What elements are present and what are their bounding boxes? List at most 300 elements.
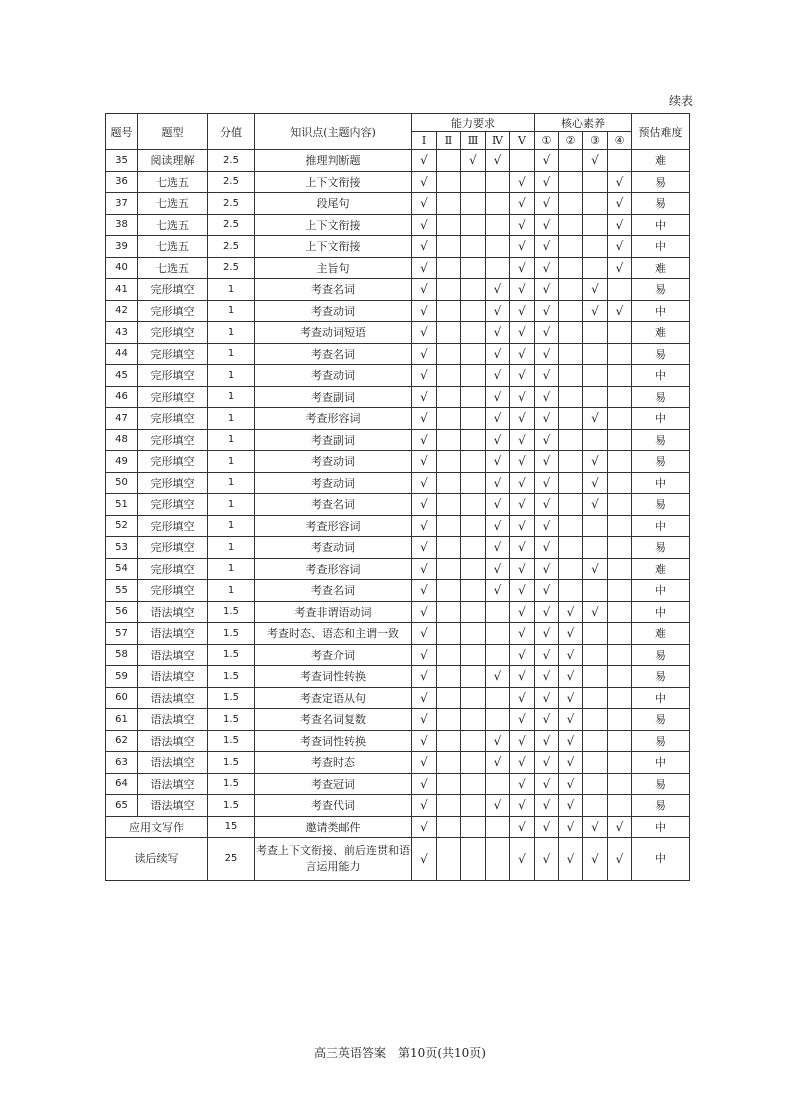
ability-check-cell bbox=[510, 150, 535, 172]
table-row bbox=[106, 558, 690, 580]
ability-check-cell: √ bbox=[510, 709, 535, 731]
literacy-check-cell bbox=[559, 472, 583, 494]
score-cell: 1 bbox=[208, 365, 255, 387]
difficulty-cell: 中 bbox=[632, 236, 690, 258]
ability-check-cell: √ bbox=[412, 257, 437, 279]
question-number-cell: 63 bbox=[106, 752, 138, 774]
question-number-cell: 60 bbox=[106, 687, 138, 709]
ability-check-cell bbox=[486, 709, 510, 731]
literacy-check-cell bbox=[608, 580, 632, 602]
table-header bbox=[106, 114, 690, 150]
ability-check-cell bbox=[461, 408, 486, 430]
score-cell: 1 bbox=[208, 343, 255, 365]
question-number-cell: 54 bbox=[106, 558, 138, 580]
ability-check-cell: √ bbox=[486, 322, 510, 344]
ability-check-cell: √ bbox=[461, 150, 486, 172]
score-cell: 1 bbox=[208, 386, 255, 408]
knowledge-point-cell: 上下文衔接 bbox=[255, 236, 412, 258]
literacy-check-cell bbox=[608, 601, 632, 623]
table-row bbox=[106, 150, 690, 172]
literacy-check-cell bbox=[608, 279, 632, 301]
question-number-cell: 36 bbox=[106, 171, 138, 193]
score-cell: 1 bbox=[208, 537, 255, 559]
difficulty-cell: 中 bbox=[632, 300, 690, 322]
ability-check-cell bbox=[437, 408, 461, 430]
score-cell: 1.5 bbox=[208, 795, 255, 817]
knowledge-point-cell: 考查动词短语 bbox=[255, 322, 412, 344]
header-core-literacy: 核心素养 bbox=[535, 114, 632, 132]
literacy-check-cell: √ bbox=[608, 300, 632, 322]
literacy-check-cell bbox=[608, 343, 632, 365]
question-type-cell: 七选五 bbox=[138, 193, 208, 215]
ability-check-cell: √ bbox=[412, 386, 437, 408]
ability-check-cell bbox=[437, 537, 461, 559]
literacy-check-cell bbox=[608, 472, 632, 494]
ability-check-cell bbox=[461, 580, 486, 602]
question-number-cell: 44 bbox=[106, 343, 138, 365]
ability-check-cell: √ bbox=[486, 429, 510, 451]
knowledge-point-cell: 考查动词 bbox=[255, 365, 412, 387]
literacy-check-cell bbox=[559, 150, 583, 172]
ability-check-cell bbox=[486, 214, 510, 236]
literacy-check-cell bbox=[608, 623, 632, 645]
literacy-check-cell: √ bbox=[535, 752, 559, 774]
ability-check-cell bbox=[437, 752, 461, 774]
score-cell: 1.5 bbox=[208, 773, 255, 795]
score-cell: 1.5 bbox=[208, 752, 255, 774]
table-row bbox=[106, 214, 690, 236]
ability-check-cell bbox=[461, 322, 486, 344]
literacy-check-cell bbox=[583, 343, 608, 365]
ability-check-cell: √ bbox=[412, 687, 437, 709]
table-row bbox=[106, 300, 690, 322]
question-type-cell: 完形填空 bbox=[138, 451, 208, 473]
ability-check-cell: √ bbox=[510, 623, 535, 645]
literacy-check-cell: √ bbox=[535, 580, 559, 602]
question-number-cell: 40 bbox=[106, 257, 138, 279]
score-cell: 1.5 bbox=[208, 623, 255, 645]
ability-check-cell bbox=[486, 644, 510, 666]
table-row bbox=[106, 623, 690, 645]
literacy-check-cell bbox=[608, 429, 632, 451]
literacy-check-cell bbox=[583, 386, 608, 408]
ability-check-cell: √ bbox=[510, 236, 535, 258]
literacy-check-cell bbox=[559, 451, 583, 473]
ability-check-cell bbox=[437, 386, 461, 408]
ability-check-cell: √ bbox=[412, 193, 437, 215]
literacy-check-cell bbox=[608, 451, 632, 473]
literacy-check-cell: √ bbox=[535, 279, 559, 301]
question-number-cell: 49 bbox=[106, 451, 138, 473]
score-cell: 1 bbox=[208, 451, 255, 473]
ability-check-cell: √ bbox=[486, 451, 510, 473]
ability-check-cell: √ bbox=[412, 838, 437, 881]
score-cell: 1 bbox=[208, 279, 255, 301]
literacy-check-cell: √ bbox=[608, 838, 632, 881]
ability-check-cell bbox=[461, 752, 486, 774]
difficulty-cell: 难 bbox=[632, 322, 690, 344]
question-type-cell: 完形填空 bbox=[138, 343, 208, 365]
difficulty-cell: 易 bbox=[632, 644, 690, 666]
writing-row bbox=[106, 816, 690, 838]
literacy-check-cell bbox=[559, 236, 583, 258]
difficulty-cell: 中 bbox=[632, 601, 690, 623]
difficulty-cell: 中 bbox=[632, 838, 690, 881]
literacy-check-cell: √ bbox=[608, 214, 632, 236]
ability-check-cell bbox=[437, 236, 461, 258]
knowledge-point-cell: 上下文衔接 bbox=[255, 214, 412, 236]
table-row bbox=[106, 580, 690, 602]
ability-check-cell: √ bbox=[510, 279, 535, 301]
literacy-check-cell: √ bbox=[535, 257, 559, 279]
literacy-check-cell: √ bbox=[535, 300, 559, 322]
literacy-check-cell bbox=[583, 580, 608, 602]
literacy-check-cell bbox=[559, 343, 583, 365]
literacy-check-cell bbox=[608, 687, 632, 709]
ability-check-cell: √ bbox=[412, 343, 437, 365]
difficulty-cell: 易 bbox=[632, 537, 690, 559]
literacy-check-cell bbox=[583, 322, 608, 344]
knowledge-point-cell: 段尾句 bbox=[255, 193, 412, 215]
literacy-check-cell bbox=[559, 494, 583, 516]
question-type-cell: 完形填空 bbox=[138, 558, 208, 580]
score-cell: 1 bbox=[208, 429, 255, 451]
table-row bbox=[106, 408, 690, 430]
score-cell: 2.5 bbox=[208, 193, 255, 215]
knowledge-point-cell: 考查副词 bbox=[255, 386, 412, 408]
ability-check-cell: √ bbox=[510, 386, 535, 408]
ability-check-cell: √ bbox=[412, 537, 437, 559]
ability-check-cell bbox=[437, 709, 461, 731]
question-type-cell: 七选五 bbox=[138, 214, 208, 236]
difficulty-cell: 中 bbox=[632, 408, 690, 430]
ability-check-cell bbox=[437, 795, 461, 817]
header-ability-level: Ⅴ bbox=[510, 132, 535, 150]
literacy-check-cell: √ bbox=[559, 795, 583, 817]
literacy-check-cell bbox=[559, 300, 583, 322]
knowledge-point-cell: 考查时态、语态和主谓一致 bbox=[255, 623, 412, 645]
ability-check-cell: √ bbox=[412, 709, 437, 731]
ability-check-cell bbox=[461, 816, 486, 838]
question-type-cell: 语法填空 bbox=[138, 666, 208, 688]
ability-check-cell bbox=[437, 816, 461, 838]
ability-check-cell: √ bbox=[486, 580, 510, 602]
literacy-check-cell bbox=[559, 257, 583, 279]
literacy-check-cell bbox=[559, 580, 583, 602]
score-cell: 1 bbox=[208, 322, 255, 344]
ability-check-cell: √ bbox=[486, 150, 510, 172]
literacy-check-cell: √ bbox=[559, 601, 583, 623]
difficulty-cell: 易 bbox=[632, 773, 690, 795]
header-literacy-level: ② bbox=[559, 132, 583, 150]
question-number-cell: 56 bbox=[106, 601, 138, 623]
ability-check-cell: √ bbox=[412, 171, 437, 193]
literacy-check-cell bbox=[583, 214, 608, 236]
ability-check-cell: √ bbox=[486, 558, 510, 580]
question-type-cell: 完形填空 bbox=[138, 537, 208, 559]
literacy-check-cell: √ bbox=[535, 687, 559, 709]
question-number-cell: 43 bbox=[106, 322, 138, 344]
ability-check-cell bbox=[461, 730, 486, 752]
ability-check-cell bbox=[437, 773, 461, 795]
ability-check-cell: √ bbox=[510, 300, 535, 322]
difficulty-cell: 中 bbox=[632, 472, 690, 494]
literacy-check-cell: √ bbox=[559, 730, 583, 752]
literacy-check-cell bbox=[583, 257, 608, 279]
question-type-cell: 完形填空 bbox=[138, 494, 208, 516]
page-footer: 高三英语答案 第10页(共10页) bbox=[314, 1046, 486, 1060]
question-number-cell: 50 bbox=[106, 472, 138, 494]
question-type-cell: 完形填空 bbox=[138, 515, 208, 537]
literacy-check-cell: √ bbox=[535, 365, 559, 387]
score-cell: 1 bbox=[208, 558, 255, 580]
knowledge-point-cell: 考查词性转换 bbox=[255, 666, 412, 688]
ability-check-cell: √ bbox=[412, 300, 437, 322]
question-number-cell: 46 bbox=[106, 386, 138, 408]
literacy-check-cell: √ bbox=[535, 343, 559, 365]
literacy-check-cell: √ bbox=[535, 537, 559, 559]
question-number-cell: 65 bbox=[106, 795, 138, 817]
literacy-check-cell bbox=[608, 773, 632, 795]
ability-check-cell bbox=[437, 838, 461, 881]
ability-check-cell bbox=[461, 257, 486, 279]
ability-check-cell bbox=[461, 623, 486, 645]
literacy-check-cell: √ bbox=[608, 236, 632, 258]
question-number-cell: 55 bbox=[106, 580, 138, 602]
table-row bbox=[106, 451, 690, 473]
ability-check-cell: √ bbox=[412, 644, 437, 666]
header-estimated-difficulty: 预估难度 bbox=[632, 114, 690, 150]
continuation-label: 续表 bbox=[668, 94, 693, 108]
literacy-check-cell bbox=[608, 150, 632, 172]
ability-check-cell: √ bbox=[510, 257, 535, 279]
literacy-check-cell bbox=[583, 429, 608, 451]
literacy-check-cell: √ bbox=[583, 601, 608, 623]
literacy-check-cell: √ bbox=[583, 558, 608, 580]
question-type-cell: 语法填空 bbox=[138, 752, 208, 774]
ability-check-cell bbox=[486, 623, 510, 645]
table-row bbox=[106, 472, 690, 494]
ability-check-cell: √ bbox=[510, 494, 535, 516]
ability-check-cell: √ bbox=[510, 580, 535, 602]
difficulty-cell: 中 bbox=[632, 214, 690, 236]
ability-check-cell: √ bbox=[486, 279, 510, 301]
ability-check-cell bbox=[437, 365, 461, 387]
literacy-check-cell bbox=[559, 429, 583, 451]
knowledge-point-cell: 考查冠词 bbox=[255, 773, 412, 795]
ability-check-cell bbox=[486, 838, 510, 881]
question-type-cell: 语法填空 bbox=[138, 623, 208, 645]
ability-check-cell: √ bbox=[510, 472, 535, 494]
header-question-type: 题型 bbox=[138, 114, 208, 150]
question-number-cell: 39 bbox=[106, 236, 138, 258]
literacy-check-cell bbox=[608, 730, 632, 752]
ability-check-cell: √ bbox=[486, 666, 510, 688]
ability-check-cell bbox=[437, 666, 461, 688]
difficulty-cell: 易 bbox=[632, 795, 690, 817]
table-row bbox=[106, 515, 690, 537]
score-cell: 15 bbox=[208, 816, 255, 838]
table-row bbox=[106, 193, 690, 215]
ability-check-cell: √ bbox=[412, 365, 437, 387]
ability-check-cell bbox=[461, 343, 486, 365]
ability-check-cell bbox=[437, 601, 461, 623]
header-ability-level: Ⅳ bbox=[486, 132, 510, 150]
ability-check-cell: √ bbox=[510, 451, 535, 473]
score-cell: 1.5 bbox=[208, 601, 255, 623]
knowledge-point-cell: 考查动词 bbox=[255, 451, 412, 473]
literacy-check-cell bbox=[559, 408, 583, 430]
ability-check-cell: √ bbox=[412, 429, 437, 451]
ability-check-cell bbox=[437, 515, 461, 537]
literacy-check-cell: √ bbox=[535, 623, 559, 645]
difficulty-cell: 易 bbox=[632, 171, 690, 193]
question-type-cell: 语法填空 bbox=[138, 709, 208, 731]
ability-check-cell: √ bbox=[510, 795, 535, 817]
question-type-cell: 语法填空 bbox=[138, 773, 208, 795]
question-type-cell: 应用文写作 bbox=[106, 816, 208, 838]
literacy-check-cell bbox=[559, 171, 583, 193]
table-row bbox=[106, 386, 690, 408]
header-literacy-level: ④ bbox=[608, 132, 632, 150]
ability-check-cell: √ bbox=[412, 816, 437, 838]
question-number-cell: 48 bbox=[106, 429, 138, 451]
table-row bbox=[106, 429, 690, 451]
literacy-check-cell: √ bbox=[535, 408, 559, 430]
literacy-check-cell bbox=[608, 644, 632, 666]
ability-check-cell bbox=[486, 236, 510, 258]
literacy-check-cell: √ bbox=[535, 515, 559, 537]
literacy-check-cell bbox=[559, 322, 583, 344]
ability-check-cell: √ bbox=[412, 666, 437, 688]
literacy-check-cell: √ bbox=[559, 773, 583, 795]
ability-check-cell: √ bbox=[510, 601, 535, 623]
ability-check-cell: √ bbox=[486, 386, 510, 408]
knowledge-point-cell: 考查上下文衔接、前后连贯和语言运用能力 bbox=[255, 838, 412, 881]
ability-check-cell bbox=[437, 300, 461, 322]
ability-check-cell bbox=[486, 773, 510, 795]
knowledge-point-cell: 考查形容词 bbox=[255, 515, 412, 537]
ability-check-cell: √ bbox=[510, 408, 535, 430]
literacy-check-cell: √ bbox=[559, 666, 583, 688]
literacy-check-cell: √ bbox=[535, 838, 559, 881]
knowledge-point-cell: 考查动词 bbox=[255, 537, 412, 559]
literacy-check-cell: √ bbox=[608, 257, 632, 279]
ability-check-cell bbox=[437, 644, 461, 666]
literacy-check-cell: √ bbox=[535, 816, 559, 838]
ability-check-cell bbox=[461, 687, 486, 709]
table-row bbox=[106, 752, 690, 774]
question-number-cell: 47 bbox=[106, 408, 138, 430]
literacy-check-cell bbox=[608, 386, 632, 408]
question-type-cell: 阅读理解 bbox=[138, 150, 208, 172]
literacy-check-cell bbox=[559, 279, 583, 301]
literacy-check-cell bbox=[608, 408, 632, 430]
literacy-check-cell bbox=[559, 193, 583, 215]
question-number-cell: 58 bbox=[106, 644, 138, 666]
literacy-check-cell: √ bbox=[583, 279, 608, 301]
question-type-cell: 语法填空 bbox=[138, 687, 208, 709]
table-row bbox=[106, 322, 690, 344]
ability-check-cell: √ bbox=[486, 730, 510, 752]
question-number-cell: 57 bbox=[106, 623, 138, 645]
ability-check-cell bbox=[461, 537, 486, 559]
score-cell: 1 bbox=[208, 580, 255, 602]
literacy-check-cell bbox=[608, 515, 632, 537]
question-type-cell: 完形填空 bbox=[138, 429, 208, 451]
ability-check-cell bbox=[437, 580, 461, 602]
literacy-check-cell: √ bbox=[608, 171, 632, 193]
literacy-check-cell bbox=[583, 236, 608, 258]
table-row bbox=[106, 644, 690, 666]
literacy-check-cell bbox=[608, 558, 632, 580]
writing-row bbox=[106, 838, 690, 881]
header-knowledge-point: 知识点(主题内容) bbox=[255, 114, 412, 150]
knowledge-point-cell: 考查时态 bbox=[255, 752, 412, 774]
score-cell: 1 bbox=[208, 300, 255, 322]
difficulty-cell: 易 bbox=[632, 343, 690, 365]
literacy-check-cell bbox=[583, 365, 608, 387]
knowledge-point-cell: 考查名词 bbox=[255, 343, 412, 365]
table-row bbox=[106, 365, 690, 387]
ability-check-cell: √ bbox=[510, 558, 535, 580]
literacy-check-cell: √ bbox=[583, 838, 608, 881]
table-row bbox=[106, 666, 690, 688]
ability-check-cell: √ bbox=[486, 752, 510, 774]
ability-check-cell bbox=[461, 429, 486, 451]
literacy-check-cell: √ bbox=[535, 795, 559, 817]
literacy-check-cell bbox=[608, 537, 632, 559]
ability-check-cell: √ bbox=[510, 644, 535, 666]
difficulty-cell: 易 bbox=[632, 494, 690, 516]
ability-check-cell: √ bbox=[510, 193, 535, 215]
ability-check-cell bbox=[486, 687, 510, 709]
literacy-check-cell bbox=[583, 623, 608, 645]
literacy-check-cell bbox=[608, 666, 632, 688]
ability-check-cell bbox=[437, 558, 461, 580]
question-number-cell: 37 bbox=[106, 193, 138, 215]
ability-check-cell: √ bbox=[412, 494, 437, 516]
difficulty-cell: 易 bbox=[632, 386, 690, 408]
ability-check-cell bbox=[437, 451, 461, 473]
score-cell: 1 bbox=[208, 494, 255, 516]
literacy-check-cell bbox=[559, 365, 583, 387]
score-cell: 1.5 bbox=[208, 687, 255, 709]
table-row bbox=[106, 257, 690, 279]
ability-check-cell: √ bbox=[510, 687, 535, 709]
question-number-cell: 52 bbox=[106, 515, 138, 537]
question-number-cell: 45 bbox=[106, 365, 138, 387]
ability-check-cell bbox=[437, 343, 461, 365]
literacy-check-cell bbox=[559, 214, 583, 236]
knowledge-point-cell: 上下文衔接 bbox=[255, 171, 412, 193]
literacy-check-cell: √ bbox=[583, 408, 608, 430]
ability-check-cell: √ bbox=[510, 214, 535, 236]
ability-check-cell: √ bbox=[412, 279, 437, 301]
literacy-check-cell: √ bbox=[535, 666, 559, 688]
difficulty-cell: 中 bbox=[632, 816, 690, 838]
ability-check-cell bbox=[437, 730, 461, 752]
literacy-check-cell bbox=[608, 365, 632, 387]
header-ability-requirement: 能力要求 bbox=[412, 114, 535, 132]
literacy-check-cell: √ bbox=[535, 236, 559, 258]
header-ability-level: Ⅰ bbox=[412, 132, 437, 150]
literacy-check-cell bbox=[583, 795, 608, 817]
ability-check-cell bbox=[461, 795, 486, 817]
question-type-cell: 完形填空 bbox=[138, 472, 208, 494]
literacy-check-cell: √ bbox=[535, 386, 559, 408]
literacy-check-cell: √ bbox=[535, 709, 559, 731]
